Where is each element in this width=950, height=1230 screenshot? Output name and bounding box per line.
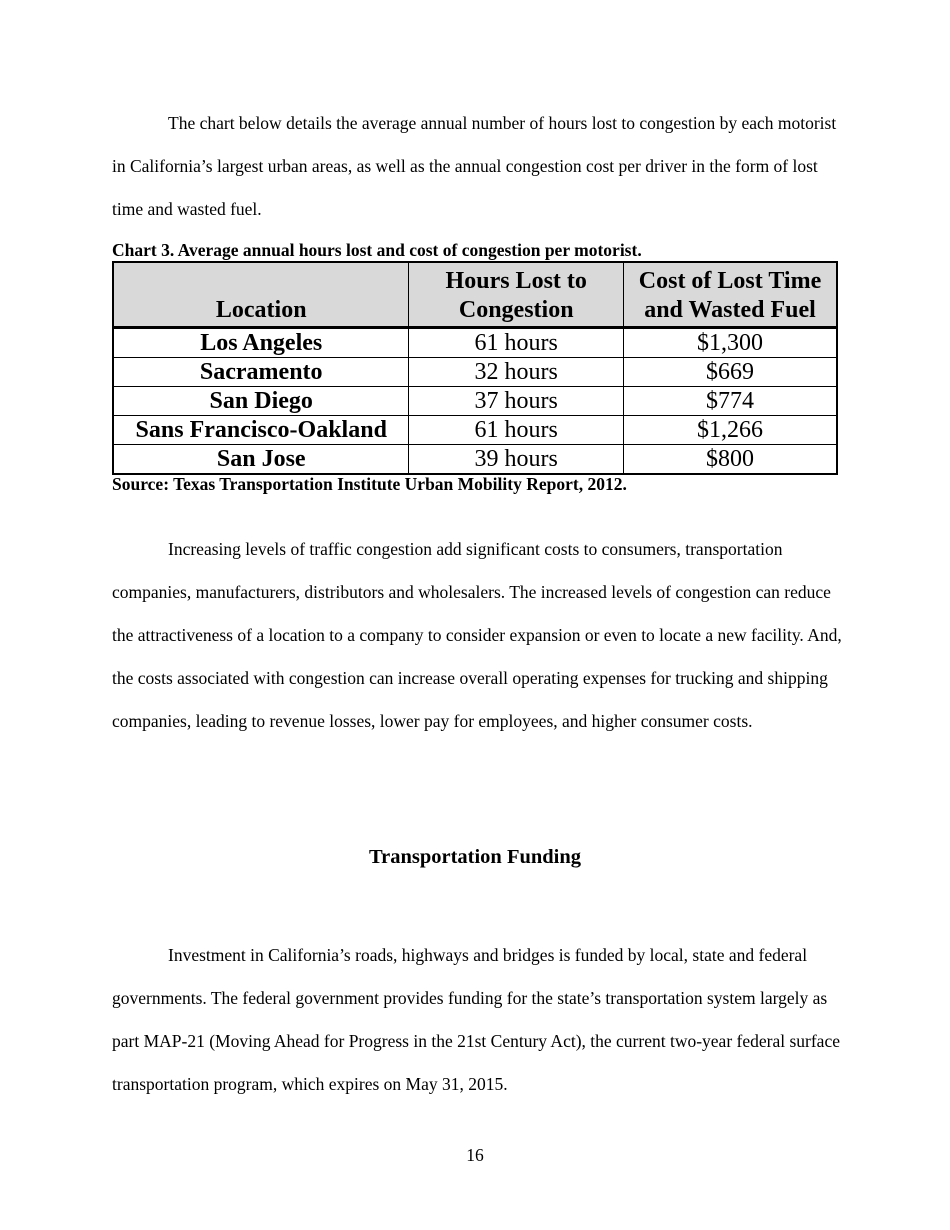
table-row	[113, 358, 837, 387]
cost-cell: $774	[623, 387, 837, 416]
funding-paragraph-text: Investment in California’s roads, highways and bridges is funded by local, state and federal governments. The federal government provides funding for the state’s transportation system largely as part MAP-21 (Moving Ahead for Progress in the 21st Century Act), the current two-year federal surface transportation program, which expires on May 31, 2015.	[112, 945, 840, 1094]
congestion-paragraph	[112, 528, 842, 743]
hours-lost-header: Hours Lost to Congestion	[409, 262, 624, 328]
hours-cell: 61 hours	[409, 416, 624, 445]
location-header: Location	[113, 262, 409, 328]
section-heading: Transportation Funding	[368, 846, 582, 868]
hours-cell: 61 hours	[409, 328, 624, 358]
intro-paragraph-text: The chart below details the average annual number of hours lost to congestion by each motorist in California’s largest urban areas, as well as the annual congestion cost per driver in the form of lost time and wasted fuel.	[112, 113, 837, 219]
location-cell: San Jose	[113, 445, 409, 475]
table-row	[113, 445, 837, 475]
cost-cell: $669	[623, 358, 837, 387]
table-row	[113, 328, 837, 358]
location-cell: San Diego	[113, 387, 409, 416]
congestion-table	[112, 261, 838, 475]
cost-cell: $1,300	[623, 328, 837, 358]
location-cell: Sans Francisco-Oakland	[113, 416, 409, 445]
location-cell: Sacramento	[113, 358, 409, 387]
hours-cell: 37 hours	[409, 387, 624, 416]
table-source-note: Source: Texas Transportation Institute Urban Mobility Report, 2012.	[112, 474, 627, 494]
page-number: 16	[466, 1145, 484, 1165]
congestion-table-wrapper	[112, 261, 838, 475]
cost-cell: $1,266	[623, 416, 837, 445]
cost-cell: $800	[623, 445, 837, 475]
table-row	[113, 387, 837, 416]
location-cell: Los Angeles	[113, 328, 409, 358]
hours-cell: 39 hours	[409, 445, 624, 475]
table-row	[113, 416, 837, 445]
chart-caption: Chart 3. Average annual hours lost and cost of congestion per motorist.	[112, 240, 642, 260]
table-header-row	[113, 262, 837, 328]
cost-header: Cost of Lost Time and Wasted Fuel	[623, 262, 837, 328]
intro-paragraph	[112, 102, 842, 231]
hours-cell: 32 hours	[409, 358, 624, 387]
congestion-paragraph-text: Increasing levels of traffic congestion add significant costs to consumers, transportation companies, manufacturers, distributors and wholesalers. The increased levels of congestion can reduce the attractiveness of a location to a company to consider expansion or even to locate a new facility. And, the costs associated with congestion can increase overall operating expenses for trucking and shipping companies, leading to revenue losses, lower pay for employees, and higher consumer costs.	[112, 539, 842, 731]
funding-paragraph	[112, 934, 842, 1106]
